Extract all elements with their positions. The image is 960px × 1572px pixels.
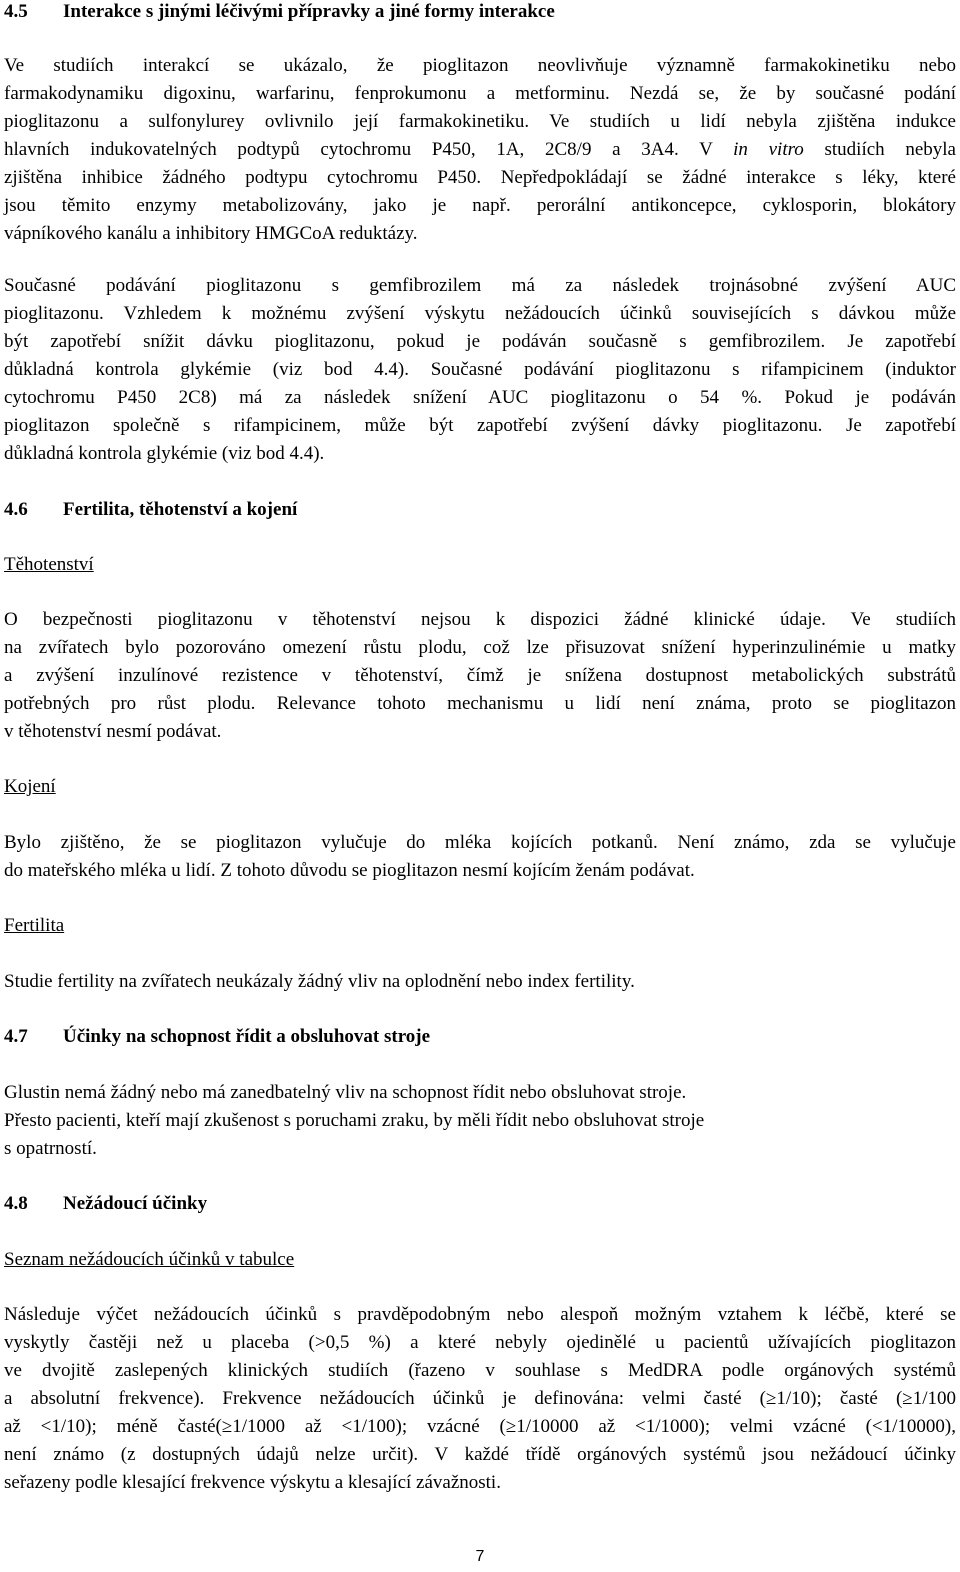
paragraph-line: zjištěna inhibice žádného podtypu cytochromu P450. Nepředpokládají se žádné interakce s léky, které [4,167,956,188]
subheading-fertility: Fertilita [4,915,65,936]
paragraph-line: Glustin nemá žádný nebo má zanedbatelný vliv na schopnost řídit nebo obsluhovat stroje. [4,1082,687,1103]
paragraph-line: Následuje výčet nežádoucích účinků s pravděpodobným nebo alespoň možným vztahem k léčbě, které se [4,1304,956,1325]
paragraph-line: potřebných pro růst plodu. Relevance tohoto mechanismu u lidí není známa, proto se pioglitazon [4,693,956,714]
section-heading-4-5 [4,0,555,26]
text-span: studiích nebyla [824,139,956,160]
section-heading-4-6 [4,496,297,524]
text-span: V [699,139,713,160]
paragraph-line: Bylo zjištěno, že se pioglitazon vylučuje do mléka kojících potkanů. Není známo, zda se vylučuje [4,832,956,853]
section-number: 4.7 [4,1026,28,1047]
paragraph-line: ve dvojitě zaslepených klinických studiích (řazeno v souhlase s MedDRA podle orgánových systémů [4,1360,956,1381]
section-title: Interakce s jinými léčivými přípravky a jiné formy interakce [63,1,555,22]
paragraph-line: na zvířatech bylo pozorováno omezení růstu plodu, což lze přisuzovat snížení hyperinzulinémie u matky [4,637,956,658]
section-number: 4.6 [4,499,28,520]
section-title: Účinky na schopnost řídit a obsluhovat stroje [63,1026,431,1047]
section-title: Nežádoucí účinky [63,1193,208,1214]
paragraph-line: Přesto pacienti, kteří mají zkušenost s poruchami zraku, by měli řídit nebo obsluhovat stroje [4,1110,705,1131]
section-number: 4.5 [4,1,28,22]
paragraph-line: vyskytly častěji než u placeba (>0,5 %) a které nebyly ojedinělé u pacientů užívajících pioglitazon [4,1332,956,1353]
paragraph-line: Současné podávání pioglitazonu s gemfibrozilem má za následek trojnásobné zvýšení AUC [4,275,956,296]
paragraph-line: s opatrností. [4,1138,97,1159]
paragraph-line: pioglitazonu a sulfonylurey ovlivnilo její farmakokinetiku. Ve studiích u lidí nebyla zjištěna indukce [4,111,956,132]
paragraph-line: až <1/10); méně časté(≥1/1000 až <1/100); vzácné (≥1/10000 až <1/1000); velmi vzácné (<1/10000), [4,1416,956,1437]
paragraph-line: do mateřského mléka u lidí. Z tohoto důvodu se pioglitazon nesmí kojícím ženám podávat. [4,860,695,881]
paragraph-line: důkladná kontrola glykémie (viz bod 4.4). Současné podávání pioglitazonu s rifampicinem (induktor [4,359,956,380]
paragraph-line: v těhotenství nesmí podávat. [4,721,222,742]
subheading-adverse-table: Seznam nežádoucích účinků v tabulce [4,1249,295,1270]
section-heading-4-8 [4,1190,207,1218]
paragraph-line: být zapotřebí snížit dávku pioglitazonu, pokud je podáván současně s gemfibrozilem. Je zapotřebí [4,331,956,352]
paragraph-line: důkladná kontrola glykémie (viz bod 4.4). [4,443,325,464]
paragraph-line: farmakodynamiku digoxinu, warfarinu, fenprokumonu a metforminu. Nezdá se, že by současné podání [4,83,956,104]
page-number: 7 [475,1548,485,1565]
paragraph-line [4,136,956,164]
paragraph-line: seřazeny podle klesající frekvence výskytu a klesající závažnosti. [4,1472,501,1493]
paragraph-line: jsou těmito enzymy metabolizovány, jako je např. perorální antikoncepce, cyklosporin, blokátory [4,195,956,216]
paragraph-line: Ve studiích interakcí se ukázalo, že pioglitazon neovlivňuje významně farmakokinetiku nebo [4,55,956,76]
paragraph-line: pioglitazonu. Vzhledem k možnému zvýšení výskytu nežádoucích účinků souvisejících s dávkou může [4,303,956,324]
paragraph-line: vápníkového kanálu a inhibitory HMGCoA reduktázy. [4,223,418,244]
section-title: Fertilita, těhotenství a kojení [63,499,298,520]
section-heading-4-7 [4,1023,430,1051]
paragraph-line: a absolutní frekvence). Frekvence nežádoucích účinků je definována: velmi časté (≥1/10); časté (≥1/100 [4,1388,956,1409]
paragraph-line: cytochromu P450 2C8) má za následek snížení AUC pioglitazonu o 54 %. Pokud je podáván [4,387,956,408]
paragraph-line: pioglitazon společně s rifampicinem, může být zapotřebí zvýšení dávky pioglitazonu. Je zapotřebí [4,415,956,436]
subheading-lactation: Kojení [4,776,56,797]
paragraph-line: a zvýšení inzulínové rezistence v těhotenství, čímž je snížena dostupnost metabolických substrátů [4,665,956,686]
paragraph-line: Studie fertility na zvířatech neukázaly žádný vliv na oplodnění nebo index fertility. [4,971,635,992]
section-number: 4.8 [4,1193,28,1214]
subheading-pregnancy: Těhotenství [4,554,94,575]
text-span: hlavních indukovatelných podtypů cytochromu P450, 1A, 2C8/9 a 3A4. [4,139,679,160]
paragraph-line: O bezpečnosti pioglitazonu v těhotenství nejsou k dispozici žádné klinické údaje. Ve studiích [4,609,956,630]
paragraph-line: není známo (z dostupných údajů nelze určit). V každé třídě orgánových systémů jsou nežádoucí účinky [4,1444,956,1465]
italic-text: in vitro [733,139,804,160]
